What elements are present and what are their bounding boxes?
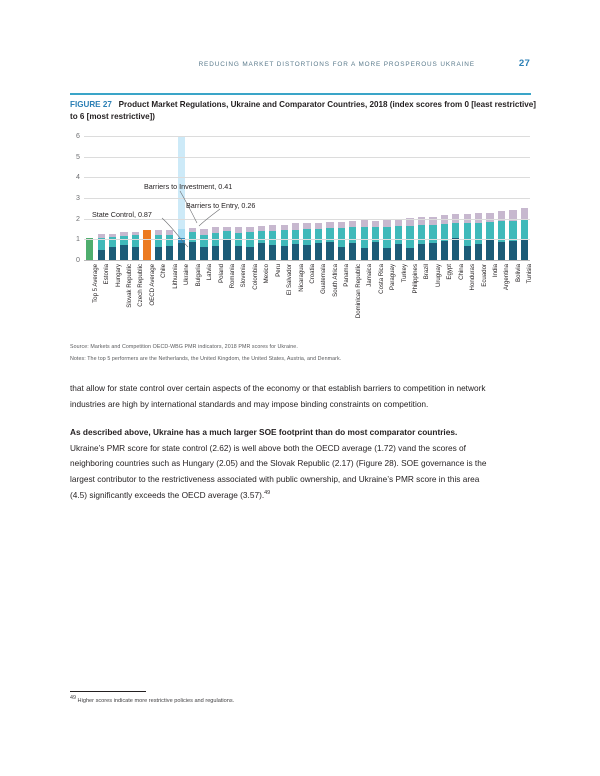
bar-slovenia bbox=[235, 227, 242, 261]
bar-segment-state-control bbox=[475, 244, 482, 261]
footnote-marker: 49 bbox=[70, 695, 76, 702]
x-axis-label bbox=[84, 263, 99, 323]
figure-label: FIGURE 27 bbox=[70, 100, 112, 109]
page-number: 27 bbox=[518, 58, 530, 69]
x-axis-label bbox=[359, 263, 374, 323]
bar-south-africa bbox=[326, 222, 333, 261]
x-axis-label-text: Uruguay bbox=[434, 264, 442, 288]
x-axis-label-text: Croatia bbox=[309, 264, 317, 284]
annotation-state-control: State Control, 0.87 bbox=[92, 210, 152, 219]
x-axis-label bbox=[393, 263, 408, 323]
x-axis-label bbox=[256, 263, 271, 323]
bar-segment-state-control bbox=[418, 244, 425, 261]
footnote-text: Higher scores indicate more restrictive policies and regulations. bbox=[76, 698, 235, 704]
bar-segment-state-control bbox=[223, 240, 230, 261]
bar-segment-barriers-to-entry bbox=[132, 235, 139, 247]
bar-segment-state-control bbox=[269, 245, 276, 261]
x-axis-label bbox=[187, 263, 202, 323]
x-axis-label-text: Estonia bbox=[103, 264, 111, 285]
running-head bbox=[70, 58, 530, 69]
bar-croatia bbox=[303, 223, 310, 261]
x-axis-label-text: Panama bbox=[343, 264, 351, 287]
bar-column bbox=[404, 137, 415, 261]
bar-segment-barriers-to-entry bbox=[155, 235, 162, 247]
bar-segment-barriers-to-investment bbox=[486, 213, 493, 222]
bar-column bbox=[210, 137, 221, 261]
x-axis-label bbox=[320, 263, 339, 323]
x-axis-label-text: Mexico bbox=[263, 264, 271, 284]
bar-segment-barriers-to-investment bbox=[178, 229, 185, 237]
bar-column bbox=[221, 137, 232, 261]
bar-segment-state-control bbox=[338, 247, 345, 261]
bar-column bbox=[290, 137, 301, 261]
x-axis-label bbox=[503, 263, 522, 323]
bar-column bbox=[473, 137, 484, 261]
x-axis-label-text: Slovenia bbox=[240, 264, 248, 288]
x-axis-label bbox=[290, 263, 305, 323]
bar-column bbox=[393, 137, 404, 261]
x-axis-label bbox=[313, 263, 328, 323]
x-axis-label bbox=[114, 263, 134, 323]
bar-column bbox=[244, 137, 255, 261]
bar-colombia bbox=[246, 227, 253, 261]
bar-egypt bbox=[441, 215, 448, 261]
bar-ecuador bbox=[475, 213, 482, 261]
y-axis-tick-0: 0 bbox=[76, 256, 80, 264]
bar-segment-state-control bbox=[178, 243, 185, 261]
paragraph-1: that allow for state control over certain aspects of the economy or that establish barriers to competition in network industries are high by international standards and may impose binding constraints on competition. bbox=[70, 383, 486, 409]
figure-top-rule bbox=[70, 93, 531, 95]
bar-segment-state-control bbox=[281, 246, 288, 261]
bar-ukraine bbox=[178, 229, 185, 261]
footnote-marker-inline: 49 bbox=[264, 489, 271, 496]
bar-column bbox=[164, 137, 175, 261]
bar-column bbox=[450, 137, 461, 261]
bar-segment-state-control bbox=[498, 242, 505, 261]
bar-column bbox=[233, 137, 244, 261]
bar-segment-total bbox=[86, 238, 93, 261]
x-axis-label-text: Nicaragua bbox=[297, 264, 305, 292]
footnote-rule bbox=[70, 691, 146, 692]
figure-notes: Notes: The top 5 performers are the Netherlands, the United Kingdom, the United States, Austria, and Denmark. bbox=[70, 356, 342, 363]
bar-top-5-average bbox=[86, 238, 93, 261]
x-axis-label bbox=[267, 263, 282, 323]
bar-guatemala bbox=[315, 223, 322, 261]
bar-segment-state-control bbox=[212, 246, 219, 261]
bar-bulgaria bbox=[189, 228, 196, 261]
body-text bbox=[70, 381, 490, 516]
x-axis-label bbox=[164, 263, 179, 323]
x-axis-label-text: Ecuador bbox=[480, 264, 488, 287]
figure-source-notes bbox=[70, 341, 536, 366]
x-axis-label-text: China bbox=[457, 264, 465, 280]
bar-column bbox=[313, 137, 324, 261]
y-axis-tick-3: 3 bbox=[76, 194, 80, 202]
bar-czech-republic bbox=[132, 232, 139, 261]
bar-segment-state-control bbox=[189, 242, 196, 261]
y-axis-tick-4: 4 bbox=[76, 173, 80, 182]
bar-column bbox=[278, 137, 289, 261]
x-axis-label-text: Turkey bbox=[400, 264, 408, 283]
bar-column bbox=[519, 137, 530, 261]
bar-column bbox=[176, 137, 187, 261]
gridline-6 bbox=[76, 132, 530, 140]
bar-segment-state-control bbox=[166, 246, 173, 261]
bar-segment-barriers-to-entry bbox=[441, 224, 448, 241]
annotation-barriers-investment: Barriers to Investment, 0.41 bbox=[144, 182, 233, 191]
x-axis-label bbox=[194, 263, 214, 323]
bar-segment-barriers-to-entry bbox=[418, 225, 425, 244]
x-axis-label-text: Peru bbox=[274, 264, 282, 277]
bar-column bbox=[256, 137, 267, 261]
bar-segment-state-control bbox=[395, 244, 402, 261]
bar-india bbox=[486, 213, 493, 261]
bar-segment-barriers-to-entry bbox=[166, 235, 173, 246]
chart-bars bbox=[84, 137, 530, 261]
running-head-title: REDUCING MARKET DISTORTIONS FOR A MORE PROSPEROUS UKRAINE bbox=[198, 61, 475, 68]
bar-column bbox=[153, 137, 164, 261]
bar-segment-barriers-to-investment bbox=[383, 219, 390, 226]
x-axis-label-text: Bolivia bbox=[514, 264, 522, 282]
x-axis-label-text: Bulgaria bbox=[194, 264, 202, 287]
bar-segment-barriers-to-entry bbox=[281, 230, 288, 246]
bar-column bbox=[95, 137, 106, 261]
bar-column bbox=[141, 137, 152, 261]
bar-segment-barriers-to-entry bbox=[383, 227, 390, 248]
x-axis-label bbox=[370, 263, 385, 323]
x-axis-label-text: Czech Republic bbox=[137, 264, 145, 307]
bar-column bbox=[484, 137, 495, 261]
bar-costa-rica bbox=[372, 221, 379, 261]
x-axis-label bbox=[336, 263, 351, 323]
bar-segment-state-control bbox=[292, 244, 299, 261]
x-axis-label-text: Lithuania bbox=[171, 264, 179, 289]
bar-segment-total bbox=[143, 230, 150, 261]
bar-segment-state-control bbox=[258, 243, 265, 261]
bar-column bbox=[324, 137, 335, 261]
bar-column bbox=[267, 137, 278, 261]
bar-segment-barriers-to-entry bbox=[200, 235, 207, 247]
bar-romania bbox=[223, 227, 230, 261]
bar-segment-state-control bbox=[326, 242, 333, 261]
figure-source: Source: Markets and Competition OECD-WBG PMR indicators, 2018 PMR scores for Ukraine. bbox=[70, 344, 298, 350]
bar-segment-barriers-to-investment bbox=[521, 208, 528, 219]
gridline-3 bbox=[76, 194, 530, 202]
bar-column bbox=[370, 137, 381, 261]
bar-segment-state-control bbox=[200, 247, 207, 261]
x-axis-label bbox=[233, 263, 248, 323]
x-axis-label bbox=[400, 263, 420, 323]
x-axis-label bbox=[480, 263, 500, 323]
bar-segment-barriers-to-entry bbox=[349, 227, 356, 243]
x-axis-label-text: Romania bbox=[229, 264, 237, 289]
footnote bbox=[70, 697, 490, 706]
x-axis-label-text: OECD Average bbox=[148, 264, 156, 306]
bar-mexico bbox=[258, 226, 265, 261]
paragraph-2-body: Ukraine’s PMR score for state control (2.62) is well above both the OECD average (1.72) vand the scores of neighboring countries such as Hungary (2.05) and the Slovak Republic (2.17) (Figure 28). SOE governance is the largest contributor to the restrictiveness associated with public ownership, and Ukraine’s PMR score in this area (4.5) significantly exceeds the OECD average (3.57). bbox=[70, 442, 487, 500]
x-axis-label bbox=[427, 263, 442, 323]
bar-segment-barriers-to-entry bbox=[269, 231, 276, 245]
x-axis-label-text: Egypt bbox=[446, 264, 454, 280]
x-axis-label-text: Argentina bbox=[503, 264, 511, 291]
x-axis-label-text: Top 5 Average bbox=[91, 264, 99, 303]
bar-column bbox=[84, 137, 95, 261]
bar-el-salvador bbox=[281, 225, 288, 261]
x-axis-label-text: Poland bbox=[217, 264, 225, 283]
bar-jamaica bbox=[361, 220, 368, 261]
bar-column bbox=[118, 137, 129, 261]
x-axis-label-text: Colombia bbox=[251, 264, 259, 290]
bar-hungary bbox=[109, 234, 116, 261]
bar-column bbox=[130, 137, 141, 261]
bar-column bbox=[301, 137, 312, 261]
gridline-0 bbox=[76, 256, 530, 264]
bar-segment-barriers-to-entry bbox=[258, 231, 265, 243]
x-axis-label bbox=[107, 263, 122, 323]
bar-column bbox=[461, 137, 472, 261]
x-axis-label bbox=[347, 263, 362, 323]
y-axis-tick-6: 6 bbox=[76, 132, 80, 140]
bar-column bbox=[359, 137, 370, 261]
bar-panama bbox=[338, 222, 345, 261]
x-axis-label bbox=[297, 263, 317, 323]
bar-column bbox=[416, 137, 427, 261]
bar-segment-barriers-to-entry bbox=[406, 226, 413, 248]
bar-oecd-average bbox=[143, 230, 150, 261]
chart-x-axis-labels bbox=[84, 263, 534, 323]
bar-china bbox=[452, 214, 459, 261]
bar-chile bbox=[155, 230, 162, 261]
x-axis-label bbox=[176, 263, 191, 323]
bar-segment-state-control bbox=[486, 240, 493, 261]
bar-column bbox=[427, 137, 438, 261]
y-axis-tick-5: 5 bbox=[76, 152, 80, 161]
x-axis-label-text: Tunisia bbox=[526, 264, 534, 284]
bar-segment-state-control bbox=[120, 245, 127, 261]
figure-caption bbox=[70, 99, 536, 122]
bar-column bbox=[187, 137, 198, 261]
bar-segment-state-control bbox=[441, 241, 448, 261]
x-axis-label bbox=[439, 263, 454, 323]
x-axis-label bbox=[519, 263, 534, 323]
bar-segment-state-control bbox=[235, 246, 242, 261]
x-axis-label bbox=[496, 263, 511, 323]
bar-segment-barriers-to-entry bbox=[452, 223, 459, 238]
x-axis-label bbox=[416, 263, 431, 323]
bar-segment-barriers-to-entry bbox=[521, 219, 528, 239]
bar-segment-barriers-to-entry bbox=[315, 229, 322, 243]
y-axis-tick-1: 1 bbox=[76, 235, 80, 244]
x-axis-label bbox=[457, 263, 477, 323]
x-axis-label bbox=[210, 263, 225, 323]
bar-segment-barriers-to-investment bbox=[441, 215, 448, 224]
bar-segment-state-control bbox=[521, 239, 528, 261]
x-axis-label bbox=[274, 263, 294, 323]
gridline-4 bbox=[76, 173, 530, 182]
bar-segment-state-control bbox=[509, 241, 516, 261]
x-axis-label-text: Philippines bbox=[412, 264, 420, 294]
gridline-1 bbox=[76, 235, 530, 244]
x-axis-label-text: Paraguay bbox=[389, 264, 397, 291]
bar-segment-barriers-to-entry bbox=[509, 221, 516, 242]
gridline-5 bbox=[76, 152, 530, 161]
x-axis-label bbox=[377, 263, 397, 323]
x-axis-label bbox=[217, 263, 237, 323]
bar-segment-state-control bbox=[155, 247, 162, 261]
bar-segment-state-control bbox=[303, 245, 310, 261]
x-axis-label-text: El Salvador bbox=[286, 264, 294, 296]
bar-segment-state-control bbox=[315, 243, 322, 261]
bar-segment-barriers-to-entry bbox=[292, 230, 299, 244]
figure-caption-text: Product Market Regulations, Ukraine and Comparator Countries, 2018 (index scores from 0 [least restrictive] to 6 [most restrictive]) bbox=[70, 100, 536, 121]
bar-tunisia bbox=[521, 208, 528, 261]
x-axis-label bbox=[137, 263, 156, 323]
bar-segment-barriers-to-entry bbox=[395, 226, 402, 244]
bar-segment-barriers-to-investment bbox=[498, 211, 505, 221]
x-axis-label bbox=[244, 263, 259, 323]
x-axis-label-text: Chile bbox=[160, 264, 168, 278]
x-axis-label-text: Guatemala bbox=[320, 264, 328, 294]
bar-column bbox=[198, 137, 209, 261]
x-axis-label bbox=[473, 263, 488, 323]
bar-segment-barriers-to-investment bbox=[395, 219, 402, 226]
x-axis-label-text: South Africa bbox=[331, 264, 339, 297]
bar-segment-state-control bbox=[246, 247, 253, 261]
chart-plot-area bbox=[76, 132, 530, 264]
bar-segment-barriers-to-investment bbox=[361, 220, 368, 227]
bar-segment-state-control bbox=[372, 242, 379, 261]
x-axis-label bbox=[450, 263, 465, 323]
bar-segment-barriers-to-entry bbox=[338, 228, 345, 247]
x-axis-label-text: Dominican Republic bbox=[354, 264, 362, 319]
bar-segment-barriers-to-entry bbox=[361, 227, 368, 248]
bar-bolivia bbox=[509, 210, 516, 261]
x-axis-label bbox=[91, 263, 111, 323]
bar-column bbox=[107, 137, 118, 261]
bar-segment-barriers-to-entry bbox=[475, 223, 482, 244]
bar-segment-state-control bbox=[132, 247, 139, 261]
x-axis-label-text: Ukraine bbox=[183, 264, 191, 285]
y-axis-tick-2: 2 bbox=[76, 214, 80, 223]
bar-segment-state-control bbox=[464, 246, 471, 261]
bar-segment-barriers-to-entry bbox=[486, 222, 493, 240]
x-axis-label-text: India bbox=[492, 264, 500, 278]
x-axis-label-text: Slovak Republic bbox=[126, 264, 134, 308]
bar-column bbox=[347, 137, 358, 261]
x-axis-label-text: Hungary bbox=[114, 264, 122, 288]
x-axis-label-text: Costa Rica bbox=[377, 264, 385, 294]
bar-segment-state-control bbox=[383, 248, 390, 261]
x-axis-label bbox=[153, 263, 168, 323]
x-axis-label-text: Brazil bbox=[423, 264, 431, 280]
figure-27-chart bbox=[70, 131, 532, 331]
bar-lithuania bbox=[166, 230, 173, 261]
bar-segment-state-control bbox=[109, 247, 116, 261]
bar-honduras bbox=[464, 214, 471, 261]
bar-segment-barriers-to-entry bbox=[303, 229, 310, 245]
bar-peru bbox=[269, 225, 276, 261]
bar-segment-state-control bbox=[452, 238, 459, 261]
x-axis-label-text: Honduras bbox=[469, 264, 477, 291]
bar-column bbox=[507, 137, 518, 261]
x-axis-label-text: Latvia bbox=[206, 264, 214, 281]
bar-nicaragua bbox=[292, 223, 299, 261]
bar-column bbox=[439, 137, 450, 261]
bar-column bbox=[336, 137, 347, 261]
bar-segment-state-control bbox=[429, 243, 436, 261]
bar-segment-state-control bbox=[349, 243, 356, 261]
bar-column bbox=[496, 137, 507, 261]
bar-dominican-republic bbox=[349, 221, 356, 261]
bar-segment-barriers-to-entry bbox=[464, 223, 471, 246]
annotation-barriers-entry: Barriers to Entry, 0.26 bbox=[186, 201, 256, 210]
bar-column bbox=[381, 137, 392, 261]
paragraph-2-lead: As described above, Ukraine has a much larger SOE footprint than do most comparator countries. bbox=[70, 427, 458, 438]
bar-estonia bbox=[98, 234, 105, 261]
bar-slovak-republic bbox=[120, 232, 127, 261]
bar-latvia bbox=[200, 229, 207, 261]
x-axis-label-text: Jamaica bbox=[366, 264, 374, 287]
paragraph-2 bbox=[70, 425, 490, 503]
bar-poland bbox=[212, 227, 219, 261]
x-axis-label bbox=[130, 263, 145, 323]
